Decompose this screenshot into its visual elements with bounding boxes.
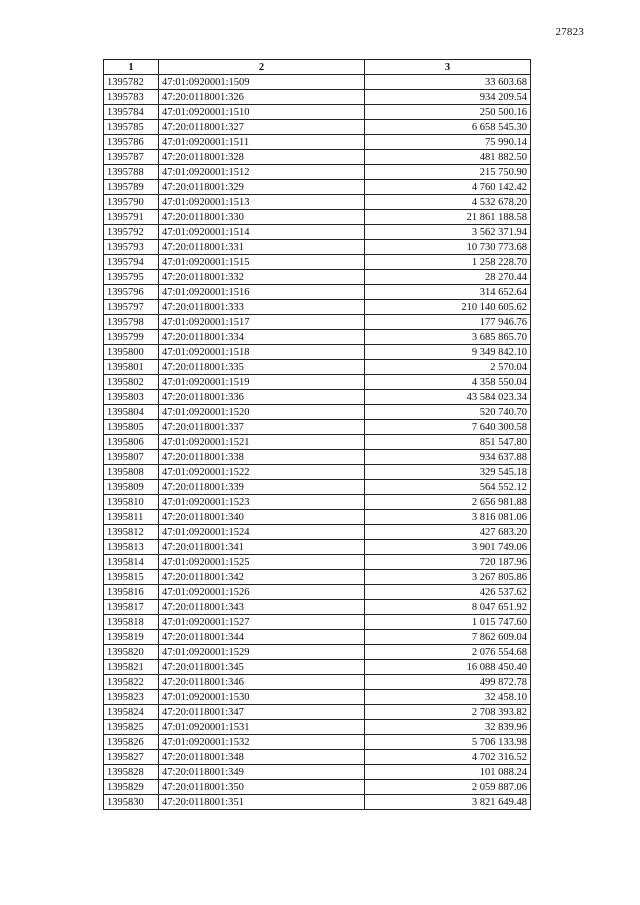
- table-row: [104, 510, 531, 525]
- cadastral-number-cell: 47:20:0118001:349: [159, 765, 365, 780]
- cadastral-number-cell: 47:20:0118001:336: [159, 390, 365, 405]
- value-cell: 43 584 023.34: [365, 390, 531, 405]
- table-row: [104, 420, 531, 435]
- table-row: [104, 180, 531, 195]
- table-row: [104, 270, 531, 285]
- cadastral-number-cell: 47:20:0118001:328: [159, 150, 365, 165]
- table-row: [104, 480, 531, 495]
- record-number-cell: 1395787: [104, 150, 159, 165]
- record-number-cell: 1395785: [104, 120, 159, 135]
- cadastral-number-cell: 47:20:0118001:345: [159, 660, 365, 675]
- cadastral-number-cell: 47:01:0920001:1519: [159, 375, 365, 390]
- value-cell: 2 570.04: [365, 360, 531, 375]
- cadastral-number-cell: 47:20:0118001:334: [159, 330, 365, 345]
- cadastral-number-cell: 47:20:0118001:340: [159, 510, 365, 525]
- table-row: [104, 345, 531, 360]
- cadastral-number-cell: 47:20:0118001:339: [159, 480, 365, 495]
- record-number-cell: 1395798: [104, 315, 159, 330]
- record-number-cell: 1395803: [104, 390, 159, 405]
- column-header-3: 3: [365, 60, 531, 75]
- cadastral-number-cell: 47:01:0920001:1520: [159, 405, 365, 420]
- page-number: 27823: [555, 26, 584, 38]
- cadastral-number-cell: 47:01:0920001:1527: [159, 615, 365, 630]
- value-cell: 3 901 749.06: [365, 540, 531, 555]
- value-cell: 16 088 450.40: [365, 660, 531, 675]
- record-number-cell: 1395790: [104, 195, 159, 210]
- cadastral-number-cell: 47:01:0920001:1524: [159, 525, 365, 540]
- value-cell: 210 140 605.62: [365, 300, 531, 315]
- value-cell: 2 656 981.88: [365, 495, 531, 510]
- table-row: [104, 750, 531, 765]
- value-cell: 33 603.68: [365, 75, 531, 90]
- value-cell: 329 545.18: [365, 465, 531, 480]
- value-cell: 520 740.70: [365, 405, 531, 420]
- record-number-cell: 1395799: [104, 330, 159, 345]
- table-row: [104, 390, 531, 405]
- value-cell: 10 730 773.68: [365, 240, 531, 255]
- record-number-cell: 1395812: [104, 525, 159, 540]
- table-row: [104, 405, 531, 420]
- record-number-cell: 1395801: [104, 360, 159, 375]
- table-row: [104, 450, 531, 465]
- cadastral-number-cell: 47:01:0920001:1509: [159, 75, 365, 90]
- value-cell: 177 946.76: [365, 315, 531, 330]
- value-cell: 3 685 865.70: [365, 330, 531, 345]
- value-cell: 8 047 651.92: [365, 600, 531, 615]
- value-cell: 3 816 081.06: [365, 510, 531, 525]
- table-header: [104, 60, 531, 75]
- cadastral-number-cell: 47:01:0920001:1515: [159, 255, 365, 270]
- value-cell: 2 708 393.82: [365, 705, 531, 720]
- table-row: [104, 330, 531, 345]
- record-number-cell: 1395816: [104, 585, 159, 600]
- table-row: [104, 660, 531, 675]
- table-row: [104, 465, 531, 480]
- record-number-cell: 1395814: [104, 555, 159, 570]
- cadastral-number-cell: 47:01:0920001:1512: [159, 165, 365, 180]
- cadastral-number-cell: 47:01:0920001:1510: [159, 105, 365, 120]
- record-number-cell: 1395807: [104, 450, 159, 465]
- value-cell: 564 552.12: [365, 480, 531, 495]
- cadastral-number-cell: 47:01:0920001:1532: [159, 735, 365, 750]
- header-row: [104, 60, 531, 75]
- record-number-cell: 1395817: [104, 600, 159, 615]
- cadastral-number-cell: 47:01:0920001:1525: [159, 555, 365, 570]
- record-number-cell: 1395793: [104, 240, 159, 255]
- record-number-cell: 1395818: [104, 615, 159, 630]
- value-cell: 4 358 550.04: [365, 375, 531, 390]
- value-cell: 4 760 142.42: [365, 180, 531, 195]
- cadastral-number-cell: 47:01:0920001:1517: [159, 315, 365, 330]
- table-row: [104, 765, 531, 780]
- record-number-cell: 1395786: [104, 135, 159, 150]
- table-row: [104, 690, 531, 705]
- table-row: [104, 645, 531, 660]
- table-row: [104, 495, 531, 510]
- cadastral-number-cell: 47:01:0920001:1530: [159, 690, 365, 705]
- value-cell: 499 872.78: [365, 675, 531, 690]
- value-cell: 314 652.64: [365, 285, 531, 300]
- table-row: [104, 525, 531, 540]
- value-cell: 28 270.44: [365, 270, 531, 285]
- record-number-cell: 1395802: [104, 375, 159, 390]
- record-number-cell: 1395830: [104, 795, 159, 810]
- table-row: [104, 675, 531, 690]
- value-cell: 75 990.14: [365, 135, 531, 150]
- table-row: [104, 360, 531, 375]
- record-number-cell: 1395789: [104, 180, 159, 195]
- record-number-cell: 1395796: [104, 285, 159, 300]
- record-number-cell: 1395808: [104, 465, 159, 480]
- table-row: [104, 375, 531, 390]
- cadastral-number-cell: 47:20:0118001:344: [159, 630, 365, 645]
- table-row: [104, 90, 531, 105]
- cadastral-number-cell: 47:20:0118001:331: [159, 240, 365, 255]
- value-cell: 1 258 228.70: [365, 255, 531, 270]
- record-number-cell: 1395805: [104, 420, 159, 435]
- value-cell: 481 882.50: [365, 150, 531, 165]
- table-row: [104, 135, 531, 150]
- cadastral-number-cell: 47:20:0118001:330: [159, 210, 365, 225]
- cadastral-number-cell: 47:20:0118001:326: [159, 90, 365, 105]
- value-cell: 7 862 609.04: [365, 630, 531, 645]
- table-row: [104, 735, 531, 750]
- table-row: [104, 225, 531, 240]
- cadastral-number-cell: 47:20:0118001:351: [159, 795, 365, 810]
- cadastral-number-cell: 47:01:0920001:1523: [159, 495, 365, 510]
- record-number-cell: 1395819: [104, 630, 159, 645]
- value-cell: 7 640 300.58: [365, 420, 531, 435]
- cadastral-number-cell: 47:20:0118001:343: [159, 600, 365, 615]
- cadastral-number-cell: 47:20:0118001:350: [159, 780, 365, 795]
- value-cell: 426 537.62: [365, 585, 531, 600]
- registry-table: [103, 59, 531, 810]
- column-header-1: 1: [104, 60, 159, 75]
- table-row: [104, 120, 531, 135]
- column-header-2: 2: [159, 60, 365, 75]
- value-cell: 32 458.10: [365, 690, 531, 705]
- value-cell: 3 821 649.48: [365, 795, 531, 810]
- value-cell: 215 750.90: [365, 165, 531, 180]
- record-number-cell: 1395806: [104, 435, 159, 450]
- value-cell: 2 059 887.06: [365, 780, 531, 795]
- table-row: [104, 600, 531, 615]
- value-cell: 4 702 316.52: [365, 750, 531, 765]
- value-cell: 934 637.88: [365, 450, 531, 465]
- record-number-cell: 1395788: [104, 165, 159, 180]
- record-number-cell: 1395826: [104, 735, 159, 750]
- record-number-cell: 1395823: [104, 690, 159, 705]
- value-cell: 851 547.80: [365, 435, 531, 450]
- table-row: [104, 210, 531, 225]
- cadastral-number-cell: 47:01:0920001:1526: [159, 585, 365, 600]
- record-number-cell: 1395820: [104, 645, 159, 660]
- value-cell: 4 532 678.20: [365, 195, 531, 210]
- cadastral-number-cell: 47:20:0118001:335: [159, 360, 365, 375]
- value-cell: 32 839.96: [365, 720, 531, 735]
- value-cell: 101 088.24: [365, 765, 531, 780]
- value-cell: 5 706 133.98: [365, 735, 531, 750]
- cadastral-number-cell: 47:01:0920001:1529: [159, 645, 365, 660]
- table-row: [104, 105, 531, 120]
- record-number-cell: 1395795: [104, 270, 159, 285]
- cadastral-number-cell: 47:20:0118001:327: [159, 120, 365, 135]
- table-row: [104, 555, 531, 570]
- table-row: [104, 150, 531, 165]
- record-number-cell: 1395822: [104, 675, 159, 690]
- record-number-cell: 1395824: [104, 705, 159, 720]
- cadastral-number-cell: 47:20:0118001:329: [159, 180, 365, 195]
- cadastral-number-cell: 47:01:0920001:1522: [159, 465, 365, 480]
- table-row: [104, 570, 531, 585]
- cadastral-number-cell: 47:20:0118001:332: [159, 270, 365, 285]
- record-number-cell: 1395809: [104, 480, 159, 495]
- cadastral-number-cell: 47:01:0920001:1511: [159, 135, 365, 150]
- cadastral-number-cell: 47:01:0920001:1516: [159, 285, 365, 300]
- table-row: [104, 315, 531, 330]
- record-number-cell: 1395813: [104, 540, 159, 555]
- record-number-cell: 1395811: [104, 510, 159, 525]
- value-cell: 427 683.20: [365, 525, 531, 540]
- table-row: [104, 75, 531, 90]
- table-row: [104, 285, 531, 300]
- value-cell: 9 349 842.10: [365, 345, 531, 360]
- cadastral-number-cell: 47:01:0920001:1521: [159, 435, 365, 450]
- table-row: [104, 255, 531, 270]
- value-cell: 3 267 805.86: [365, 570, 531, 585]
- record-number-cell: 1395791: [104, 210, 159, 225]
- value-cell: 21 861 188.58: [365, 210, 531, 225]
- cadastral-number-cell: 47:20:0118001:341: [159, 540, 365, 555]
- record-number-cell: 1395815: [104, 570, 159, 585]
- table-row: [104, 795, 531, 810]
- cadastral-number-cell: 47:01:0920001:1514: [159, 225, 365, 240]
- value-cell: 250 500.16: [365, 105, 531, 120]
- record-number-cell: 1395804: [104, 405, 159, 420]
- table-row: [104, 630, 531, 645]
- record-number-cell: 1395827: [104, 750, 159, 765]
- record-number-cell: 1395784: [104, 105, 159, 120]
- cadastral-number-cell: 47:20:0118001:342: [159, 570, 365, 585]
- value-cell: 3 562 371.94: [365, 225, 531, 240]
- cadastral-number-cell: 47:20:0118001:348: [159, 750, 365, 765]
- cadastral-number-cell: 47:01:0920001:1518: [159, 345, 365, 360]
- record-number-cell: 1395821: [104, 660, 159, 675]
- record-number-cell: 1395828: [104, 765, 159, 780]
- table-body: [104, 75, 531, 810]
- table-row: [104, 705, 531, 720]
- table-row: [104, 195, 531, 210]
- value-cell: 934 209.54: [365, 90, 531, 105]
- table-row: [104, 240, 531, 255]
- table-row: [104, 300, 531, 315]
- table-row: [104, 585, 531, 600]
- cadastral-number-cell: 47:20:0118001:346: [159, 675, 365, 690]
- record-number-cell: 1395825: [104, 720, 159, 735]
- table-row: [104, 720, 531, 735]
- record-number-cell: 1395800: [104, 345, 159, 360]
- table-row: [104, 165, 531, 180]
- table-row: [104, 780, 531, 795]
- record-number-cell: 1395783: [104, 90, 159, 105]
- cadastral-number-cell: 47:01:0920001:1531: [159, 720, 365, 735]
- value-cell: 1 015 747.60: [365, 615, 531, 630]
- value-cell: 2 076 554.68: [365, 645, 531, 660]
- record-number-cell: 1395782: [104, 75, 159, 90]
- cadastral-number-cell: 47:20:0118001:333: [159, 300, 365, 315]
- record-number-cell: 1395792: [104, 225, 159, 240]
- cadastral-number-cell: 47:01:0920001:1513: [159, 195, 365, 210]
- table-row: [104, 540, 531, 555]
- table-row: [104, 615, 531, 630]
- table-row: [104, 435, 531, 450]
- cadastral-number-cell: 47:20:0118001:338: [159, 450, 365, 465]
- record-number-cell: 1395797: [104, 300, 159, 315]
- record-number-cell: 1395810: [104, 495, 159, 510]
- cadastral-number-cell: 47:20:0118001:337: [159, 420, 365, 435]
- value-cell: 720 187.96: [365, 555, 531, 570]
- value-cell: 6 658 545.30: [365, 120, 531, 135]
- cadastral-number-cell: 47:20:0118001:347: [159, 705, 365, 720]
- record-number-cell: 1395829: [104, 780, 159, 795]
- record-number-cell: 1395794: [104, 255, 159, 270]
